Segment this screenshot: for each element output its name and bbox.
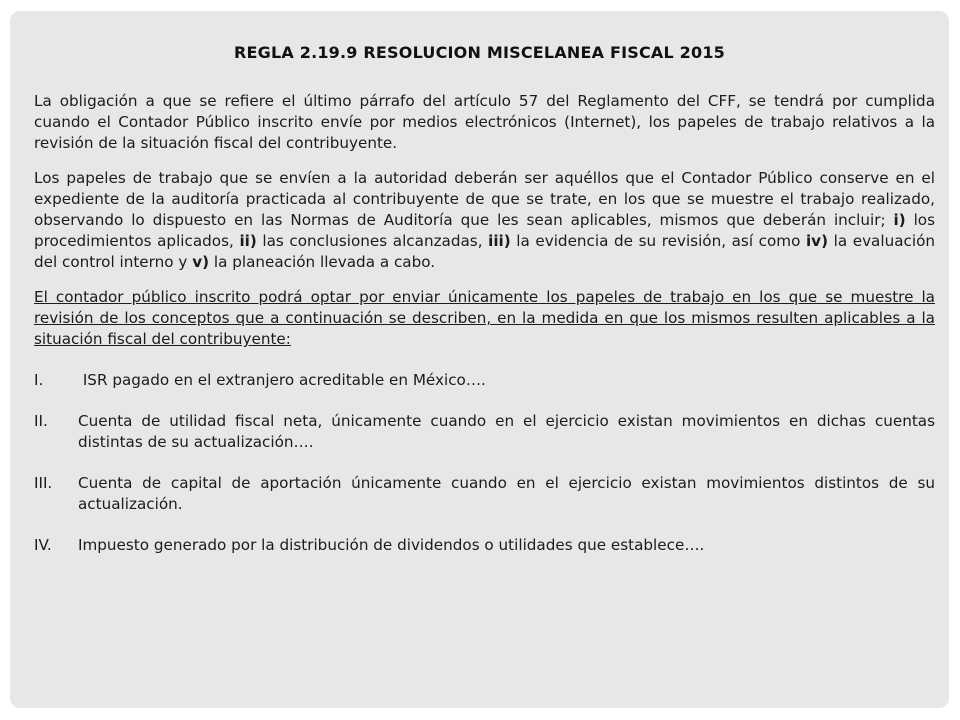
- paragraph-text: Los papeles de trabajo que se envíen a la autoridad deberán ser aquéllos que el Contador Público conserve en el expediente de la auditoría practicada al contribuyente de que se trate, en los que se muestre el trabajo realizado, observando lo dispuesto en las Normas de Auditoría que les sean aplicables, mismos que deberán incluir;: [34, 169, 935, 229]
- paragraph-text: la evaluación del control interno y: [34, 232, 936, 271]
- slide-title: REGLA 2.19.9 RESOLUCION MISCELANEA FISCAL 2015: [234, 43, 725, 62]
- item-marker: iii): [488, 232, 511, 250]
- list-item-number: IV.: [34, 536, 52, 554]
- paragraph-option-underlined: El contador público inscrito podrá optar por enviar únicamente los papeles de trabajo en los que se muestre la revisión de los conceptos que a continuación se describen, en la medida en que los mismos resulten aplicables a la situación fiscal del contribuyente:: [34, 288, 935, 348]
- slide-content: [34, 91, 935, 576]
- list-item: [34, 535, 935, 556]
- slide-panel: [10, 11, 949, 708]
- item-marker: i): [893, 211, 906, 229]
- list-item: [34, 473, 935, 515]
- paragraph-text: los procedimientos aplicados,: [34, 211, 935, 250]
- paragraph-text: la evidencia de su revisión, así como: [510, 232, 806, 250]
- list-item-number: I.: [34, 371, 44, 389]
- item-marker: ii): [239, 232, 257, 250]
- list-item-text: Cuenta de utilidad fiscal neta, únicamente cuando en el ejercicio existan movimientos en dichas cuentas distintas de su actualización….: [78, 412, 935, 451]
- paragraph-working-papers: [34, 168, 935, 273]
- list-item-text: ISR pagado en el extranjero acreditable en México….: [78, 371, 486, 389]
- list-item-number: III.: [34, 474, 53, 492]
- list-item-text: Impuesto generado por la distribución de dividendos o utilidades que establece….: [78, 536, 705, 554]
- paragraph-obligation: La obligación a que se refiere el último párrafo del artículo 57 del Reglamento del CFF, se tendrá por cumplida cuando el Contador Público inscrito envíe por medios electrónicos (Internet), los papeles de trabajo relativos a la revisión de la situación fiscal del contribuyente.: [34, 92, 935, 152]
- paragraph-text: la planeación llevada a cabo.: [209, 253, 436, 271]
- list-item: [34, 411, 935, 453]
- paragraph-text: las conclusiones alcanzadas,: [256, 232, 489, 250]
- item-marker: iv): [805, 232, 829, 250]
- list-item: [34, 370, 935, 391]
- item-marker: v): [192, 253, 210, 271]
- list-item-text: Cuenta de capital de aportación únicamente cuando en el ejercicio existan movimientos distintos de su actualización.: [78, 474, 935, 513]
- list-item-number: II.: [34, 412, 48, 430]
